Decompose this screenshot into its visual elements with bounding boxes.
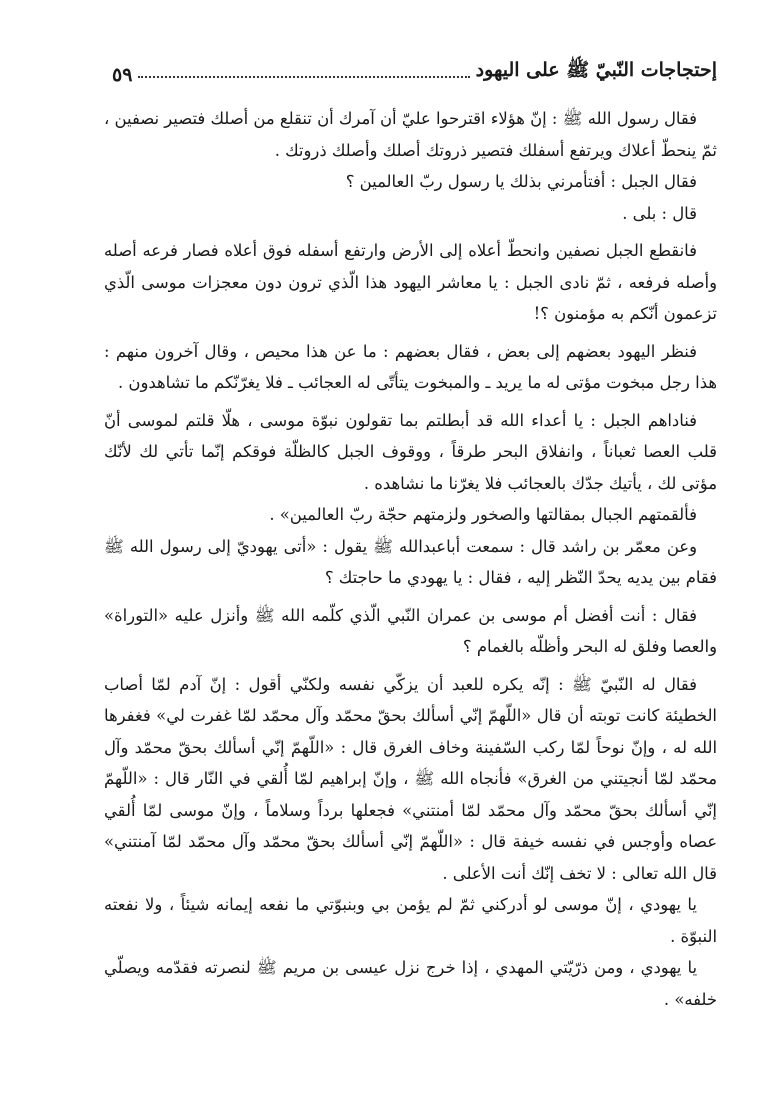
header-dot-leader [138,75,469,78]
paragraph: فقال : أنت أفضل أم موسى بن عمران النّبي الّذي كلّمه الله ﷺ وأنزل عليه «التوراة» والعصا وفلق له البحر وأظلّه بالغمام ؟ [104,605,717,656]
header-title: إحتجاجات النّبيّ ﷺ على اليهود [475,59,717,81]
paragraph: فناداهم الجبل : يا أعداء الله قد أبطلتم بما تقولون نبوّة موسى ، هلّا قلتم لموسى أنّ قلب العصا ثعباناً ، وانفلاق البحر طرقاً ، ووقوف الجبل كالظلّة فوقكم إنّما تأتي لك لأنّك مؤتى لك ، يأتيك جدّك بالعجائب فلا يغرّنا ما نشاهده . [104,410,717,493]
paragraph: فقال رسول الله ﷺ : إنّ هؤلاء اقترحوا عليّ أن آمرك أن تنقلع من أصلك فتصير نصفين ، ثمّ ينحطّ أعلاك ويرتفع أسفلك فتصير ذروتك أصلك وأصلك ذروتك . [104,109,717,160]
paragraph: فانقطع الجبل نصفين وانحطّ أعلاه إلى الأرض وارتفع أسفله فوق أعلاه فصار فرعه أصله وأصله فرفعه ، ثمّ نادى الجبل : يا معاشر اليهود هذا الّذي ترون دون معجزات موسى الّذي تزعمون أنّكم به مؤمنون ؟! [104,241,717,323]
paragraph: فنظر اليهود بعضهم إلى بعض ، فقال بعضهم : ما عن هذا محيص ، وقال آخرون منهم : هذا رجل مبخوت مؤتى له ما يريد ـ والمبخوت يتأتّى له العجائب ـ فلا يغرّنّكم ما تشاهدون . [104,341,717,392]
page-body [104,103,717,1015]
running-header [112,52,717,86]
paragraph: يا يهودي ، ومن ذرّيّتي المهدي ، إذا خرج نزل عيسى بن مريم ﷺ لنصرته فقدّمه ويصلّي خلفه» . [104,958,717,1009]
paragraph: فألقمتهم الجبال بمقالتها والصخور ولزمتهم حجّة ربّ العالمين» . [269,505,697,524]
paragraph: فقال الجبل : أفتأمرني بذلك يا رسول ربّ العالمين ؟ [345,172,697,191]
paragraph: قال : بلى . [622,203,697,223]
paragraph: يا يهودي ، إنّ موسى لو أدركني ثمّ لم يؤمن بي وبنبوّتي ما نفعه إيمانه شيئاً ، ولا نفعته النبوّة . [104,895,717,946]
paragraph: فقال له النّبيّ ﷺ : إنّه يكره للعبد أن يزكّي نفسه ولكنّي أقول : إنّ آدم لمّا أصاب الخطيئة كانت توبته أن قال «اللّهمّ إنّي أسألك بحقّ محمّد وآل محمّد لمّا غفرت لي» فغفرها الله له ، وإنّ نوحاً لمّا ركب السّفينة وخاف الغرق قال : «اللّهمّ إنّي أسألك بحقّ محمّد وآل محمّد لمّا أنجيتني من الغرق» فأنجاه الله ﷺ ، وإنّ إبراهيم لمّا أُلقي في النّار قال : «اللّهمّ إنّي أسألك بحقّ محمّد وآل محمّد لمّا أمنتني» فجعلها برداً وسلاماً ، وإنّ موسى لمّا أُلقي عصاه وأوجس في نفسه خيفة قال : «اللّهمّ إنّي أسألك بحقّ محمّد وآل محمّد لمّا آمنتني» قال الله تعالى : لا تخف إنّك أنت الأعلى . [104,674,717,883]
paragraph: وعن معمّر بن راشد قال : سمعت أباعبدالله ﷺ يقول : «أتى يهوديّ إلى رسول الله ﷺ فقام بين يديه يحدّ النّظر إليه ، فقال : يا يهودي ما حاجتك ؟ [104,536,717,587]
page-number: ٥٩ [112,64,133,86]
